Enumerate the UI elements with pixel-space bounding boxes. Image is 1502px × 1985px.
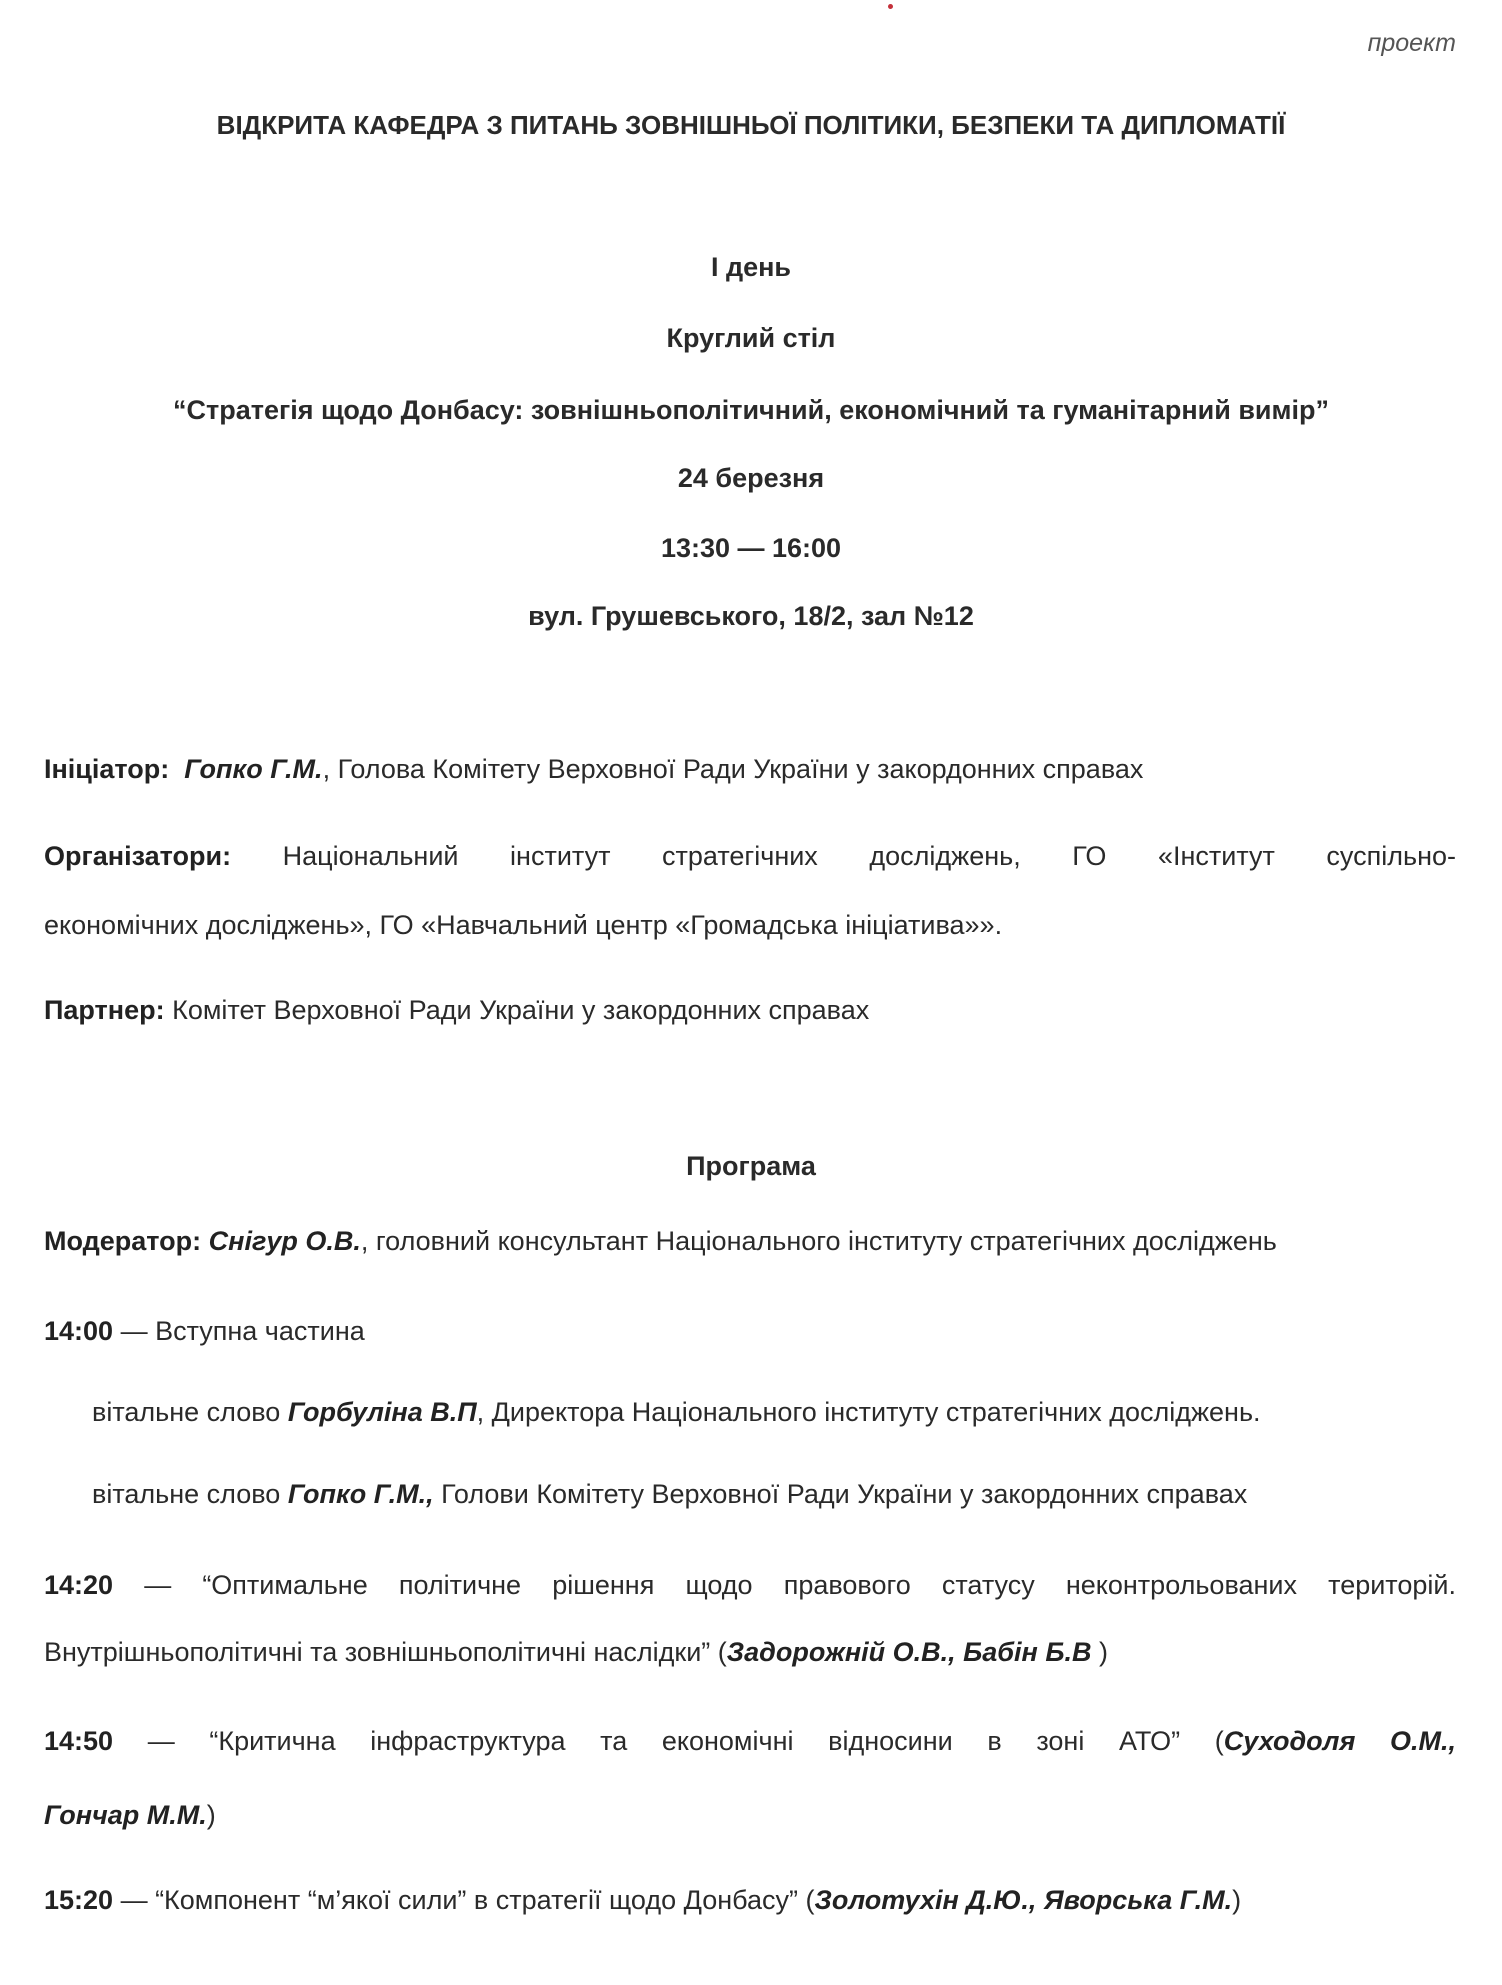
item-text: — “Компонент “м’якої сили” в стратегії щодо Донбасу” ( <box>113 1885 815 1915</box>
item-authors: Задорожній О.В., Бабін Б.В <box>726 1637 1092 1667</box>
item-text: , Директора Національного інституту стратегічних досліджень. <box>476 1397 1261 1427</box>
item-authors: Гончар М.М. <box>44 1800 207 1830</box>
initiator-text: , Голова Комітету Верховної Ради України у закордонних справах <box>322 754 1144 784</box>
organizers-text: Національний інститут стратегічних досліджень, ГО «Інститут суспільно- <box>282 841 1456 871</box>
item-prefix: вітальне слово <box>92 1479 288 1509</box>
speaker-name: Горбуліна В.П <box>287 1397 477 1427</box>
document-title: ВІДКРИТА КАФЕДРА З ПИТАНЬ ЗОВНІШНЬОЇ ПОЛІТИКИ, БЕЗПЕКИ ТА ДИПЛОМАТІЇ <box>216 110 1286 140</box>
time: 13:30 — 16:00 <box>660 533 842 563</box>
program-item <box>44 1724 1456 1758</box>
moderator <box>44 1224 1456 1258</box>
address: вул. Грушевського, 18/2, зал №12 <box>528 601 974 631</box>
organizers-line1 <box>44 839 1456 873</box>
item-authors: Суходоля О.М., <box>1223 1726 1456 1756</box>
day: І день <box>710 252 792 282</box>
program-item-cont <box>44 1635 1456 1669</box>
organizers-line2: економічних досліджень», ГО «Навчальний центр «Громадська ініціатива»». <box>44 910 1003 940</box>
program-heading: Програма <box>686 1151 816 1181</box>
item-text: Голови Комітету Верховної Ради України у закордонних справах <box>433 1479 1248 1509</box>
moderator-name: Снігур О.В. <box>208 1226 361 1256</box>
item-time: 15:20 <box>44 1885 114 1915</box>
item-time: 14:00 <box>44 1316 114 1346</box>
program-item-cont <box>44 1798 1456 1832</box>
item-time: 14:20 <box>44 1570 114 1600</box>
item-prefix: вітальне слово <box>92 1397 288 1427</box>
organizers-label: Організатори: <box>44 841 232 871</box>
format: Круглий стіл <box>666 323 836 353</box>
partner-text: Комітет Верховної Ради України у закордонних справах <box>164 995 870 1025</box>
program-item <box>92 1395 1502 1429</box>
item-time: 14:50 <box>44 1726 114 1756</box>
item-text: Внутрішньополітичні та зовнішньополітичні наслідки” ( <box>44 1637 727 1667</box>
item-text: — “Критична інфраструктура та економічні відносини в зоні АТО” ( <box>113 1726 1224 1756</box>
topic: “Стратегія щодо Донбасу: зовнішньополітичний, економічний та гуманітарний вимір” <box>173 395 1329 425</box>
program-item <box>44 1568 1456 1602</box>
initiator <box>44 752 1456 786</box>
red-mark <box>888 4 893 9</box>
partner-label: Партнер: <box>44 995 165 1025</box>
initiator-name: Гопко Г.М. <box>184 754 323 784</box>
program-item <box>92 1477 1502 1511</box>
draft-label: проект <box>1367 29 1456 57</box>
item-close: ) <box>1091 1637 1108 1667</box>
moderator-text: , головний консультант Національного інституту стратегічних досліджень <box>360 1226 1277 1256</box>
date: 24 березня <box>677 463 825 493</box>
item-text: — Вступна частина <box>113 1316 365 1346</box>
initiator-label: Ініціатор: <box>44 754 170 784</box>
program-item <box>44 1883 1456 1917</box>
item-close: ) <box>1232 1885 1242 1915</box>
moderator-label: Модератор: <box>44 1226 202 1256</box>
program-item <box>44 1314 1456 1348</box>
item-close: ) <box>206 1800 216 1830</box>
partner <box>44 993 1456 1027</box>
item-authors: Золотухін Д.Ю., Яворська Г.М. <box>814 1885 1233 1915</box>
speaker-name: Гопко Г.М., <box>287 1479 434 1509</box>
item-text: — “Оптимальне політичне рішення щодо правового статусу неконтрольованих територій. <box>113 1570 1456 1600</box>
